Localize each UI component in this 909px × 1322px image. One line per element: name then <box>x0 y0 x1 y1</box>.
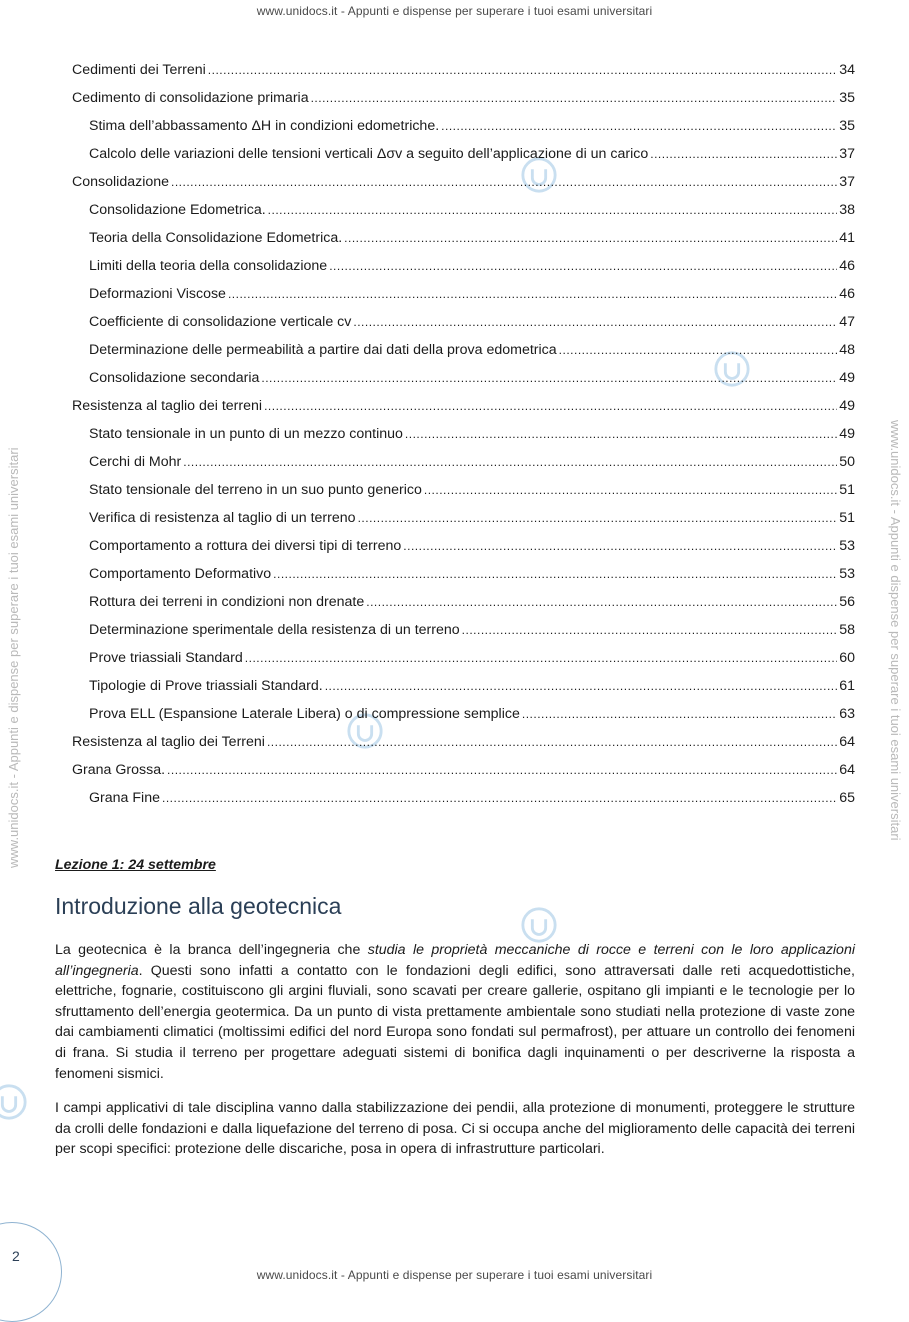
toc-entry-title: Consolidazione <box>72 174 170 190</box>
toc-entry-page: 64 <box>839 762 855 778</box>
toc-entry-title: Grana Fine <box>89 790 160 806</box>
toc-dot-leader <box>405 420 837 448</box>
toc-entry-title: Stima dell’abbassamento ΔH in condizioni edometriche. <box>89 118 440 134</box>
toc-entry-title: Coefficiente di consolidazione verticale cv <box>89 314 352 330</box>
toc-entry-page: 37 <box>839 146 855 162</box>
toc-entry-title: Stato tensionale in un punto di un mezzo continuo <box>89 426 403 442</box>
toc-dot-leader <box>228 280 837 308</box>
toc-dot-leader <box>358 504 838 532</box>
toc-entry-title: Grana Grossa. <box>72 762 166 778</box>
toc-entry[interactable] <box>72 784 855 812</box>
toc-dot-leader <box>268 196 838 224</box>
toc-entry-title: Cedimento di consolidazione primaria <box>72 90 309 106</box>
toc-entry[interactable] <box>72 84 855 112</box>
toc-dot-leader <box>311 84 838 112</box>
toc-entry-title: Comportamento a rottura dei diversi tipi di terreno <box>89 538 402 554</box>
toc-entry-title: Calcolo delle variazioni delle tensioni verticali Δσv a seguito dell’applicazione di un carico <box>89 146 649 162</box>
toc-entry[interactable] <box>72 476 855 504</box>
toc-entry[interactable] <box>72 196 855 224</box>
side-watermark-right: www.unidocs.it - Appunti e dispense per superare i tuoi esami universitari <box>888 420 903 841</box>
toc-dot-leader <box>264 392 837 420</box>
toc-entry[interactable] <box>72 56 855 84</box>
table-of-contents <box>72 56 855 812</box>
toc-entry-title: Consolidazione Edometrica. <box>89 202 266 218</box>
paragraph-intro-lead: La geotecnica è la branca dell’ingegneria che <box>55 942 368 958</box>
toc-entry[interactable] <box>72 560 855 588</box>
toc-entry-title: Determinazione delle permeabilità a partire dai dati della prova edometrica <box>89 342 557 358</box>
toc-entry-title: Cedimenti dei Terreni <box>72 62 206 78</box>
toc-entry-title: Resistenza al taglio dei terreni <box>72 398 263 414</box>
toc-entry-title: Prove triassiali Standard <box>89 650 243 666</box>
toc-dot-leader <box>329 252 837 280</box>
toc-dot-leader <box>344 224 837 252</box>
toc-entry-page: 49 <box>839 398 855 414</box>
toc-entry-page: 49 <box>839 370 855 386</box>
toc-dot-leader <box>273 560 837 588</box>
toc-entry[interactable] <box>72 700 855 728</box>
toc-entry-title: Prova ELL (Espansione Laterale Libera) o di compressione semplice <box>89 706 520 722</box>
toc-entry[interactable] <box>72 672 855 700</box>
toc-entry-page: 49 <box>839 426 855 442</box>
paragraph-intro-italic: studia le proprietà meccaniche di rocce e terreni con le loro applicazioni all’ingegneria <box>55 942 855 979</box>
toc-entry[interactable] <box>72 112 855 140</box>
toc-dot-leader <box>208 56 837 84</box>
toc-entry-page: 35 <box>839 118 855 134</box>
lesson-label: Lezione 1: 24 settembre <box>55 857 216 873</box>
toc-entry-page: 46 <box>839 286 855 302</box>
toc-entry[interactable] <box>72 224 855 252</box>
toc-dot-leader <box>424 476 837 504</box>
toc-entry-page: 61 <box>839 678 855 694</box>
page-number: 2 <box>12 1248 20 1264</box>
toc-dot-leader <box>267 728 837 756</box>
toc-entry-page: 58 <box>839 622 855 638</box>
toc-entry[interactable] <box>72 252 855 280</box>
toc-dot-leader <box>403 532 837 560</box>
toc-dot-leader <box>167 756 837 784</box>
toc-entry[interactable] <box>72 504 855 532</box>
paragraph-intro-rest: . Questi sono infatti a contatto con le fondazioni degli edifici, sono attraversati dalle reti acquedottistiche, elettriche, fognarie, costituiscono gli argini fluviali, sono scavati per creare gallerie, ospitano gli impianti e le tecnologie per lo sfruttamento dell’energia geotermica. Da un punto di vista prettamente ambientale sono studiati nella protezione di vaste zone dai cambiamenti climatici (moltissimi edifici del nord Europa sono fondati sul permafrost), per attuare un controllo dei fenomeni di frana. Si studia il terreno per progettare adeguati sistemi di bonifica dagli inquinamenti o per descriverne la risposta a fenomeni sismici. <box>55 962 855 1082</box>
toc-entry[interactable] <box>72 364 855 392</box>
toc-dot-leader <box>325 672 838 700</box>
toc-entry-page: 53 <box>839 566 855 582</box>
header-banner: www.unidocs.it - Appunti e dispense per superare i tuoi esami universitari <box>256 4 653 18</box>
toc-entry-page: 50 <box>839 454 855 470</box>
watermark-logo-icon <box>520 906 558 944</box>
watermark-logo-icon <box>0 1083 28 1121</box>
toc-entry-title: Deformazioni Viscose <box>89 286 226 302</box>
toc-entry-title: Teoria della Consolidazione Edometrica. <box>89 230 343 246</box>
toc-entry-page: 51 <box>839 482 855 498</box>
toc-entry-page: 51 <box>839 510 855 526</box>
toc-entry[interactable] <box>72 420 855 448</box>
toc-dot-leader <box>353 308 837 336</box>
toc-entry[interactable] <box>72 336 855 364</box>
toc-dot-leader <box>183 448 837 476</box>
toc-dot-leader <box>650 140 837 168</box>
toc-entry-title: Consolidazione secondaria <box>89 370 260 386</box>
toc-dot-leader <box>245 644 837 672</box>
toc-dot-leader <box>366 588 837 616</box>
toc-entry-page: 47 <box>839 314 855 330</box>
toc-dot-leader <box>162 784 837 812</box>
toc-dot-leader <box>261 364 837 392</box>
toc-entry[interactable] <box>72 140 855 168</box>
toc-dot-leader <box>462 616 838 644</box>
paragraph-intro <box>55 940 855 1084</box>
toc-entry-page: 38 <box>839 202 855 218</box>
toc-entry-title: Comportamento Deformativo <box>89 566 272 582</box>
toc-entry[interactable] <box>72 616 855 644</box>
toc-entry-title: Tipologie di Prove triassiali Standard. <box>89 678 323 694</box>
toc-entry[interactable] <box>72 392 855 420</box>
toc-entry-page: 46 <box>839 258 855 274</box>
toc-entry-title: Limiti della teoria della consolidazione <box>89 258 328 274</box>
toc-dot-leader <box>522 700 837 728</box>
toc-entry-page: 53 <box>839 538 855 554</box>
toc-entry-title: Determinazione sperimentale della resistenza di un terreno <box>89 622 460 638</box>
toc-entry-page: 34 <box>839 62 855 78</box>
toc-entry-page: 37 <box>839 174 855 190</box>
toc-entry-title: Stato tensionale del terreno in un suo punto generico <box>89 482 422 498</box>
toc-entry[interactable] <box>72 448 855 476</box>
paragraph-applications: I campi applicativi di tale disciplina vanno dalla stabilizzazione dei pendii, alla protezione di monumenti, proteggere le strutture da crolli delle fondazioni e dalla liquefazione del terreno di posa. Ci si occupa anche del miglioramento delle capacità dei terreni per scopi specifici: protezione delle discariche, posa in opera di infrastrutture particolari. <box>55 1100 855 1158</box>
page-number-circle <box>0 1222 62 1322</box>
toc-entry-title: Cerchi di Mohr <box>89 454 182 470</box>
toc-entry-page: 41 <box>839 230 855 246</box>
toc-entry[interactable] <box>72 644 855 672</box>
toc-entry-page: 63 <box>839 706 855 722</box>
toc-entry-page: 60 <box>839 650 855 666</box>
footer-banner: www.unidocs.it - Appunti e dispense per superare i tuoi esami universitari <box>256 1268 653 1282</box>
toc-entry[interactable] <box>72 308 855 336</box>
toc-entry-title: Verifica di resistenza al taglio di un terreno <box>89 510 356 526</box>
toc-entry-title: Rottura dei terreni in condizioni non drenate <box>89 594 365 610</box>
toc-entry[interactable] <box>72 756 855 784</box>
toc-dot-leader <box>559 336 838 364</box>
side-watermark-left: www.unidocs.it - Appunti e dispense per superare i tuoi esami universitari <box>6 447 21 868</box>
toc-entry-title: Resistenza al taglio dei Terreni <box>72 734 265 750</box>
toc-dot-leader <box>171 168 837 196</box>
toc-entry-page: 48 <box>839 342 855 358</box>
toc-dot-leader <box>441 112 837 140</box>
toc-entry[interactable] <box>72 280 855 308</box>
toc-entry-page: 35 <box>839 90 855 106</box>
toc-entry[interactable] <box>72 168 855 196</box>
toc-entry-page: 64 <box>839 734 855 750</box>
toc-entry[interactable] <box>72 532 855 560</box>
toc-entry-page: 56 <box>839 594 855 610</box>
toc-entry[interactable] <box>72 728 855 756</box>
toc-entry-page: 65 <box>839 790 855 806</box>
section-heading: Introduzione alla geotecnica <box>55 893 342 919</box>
toc-entry[interactable] <box>72 588 855 616</box>
